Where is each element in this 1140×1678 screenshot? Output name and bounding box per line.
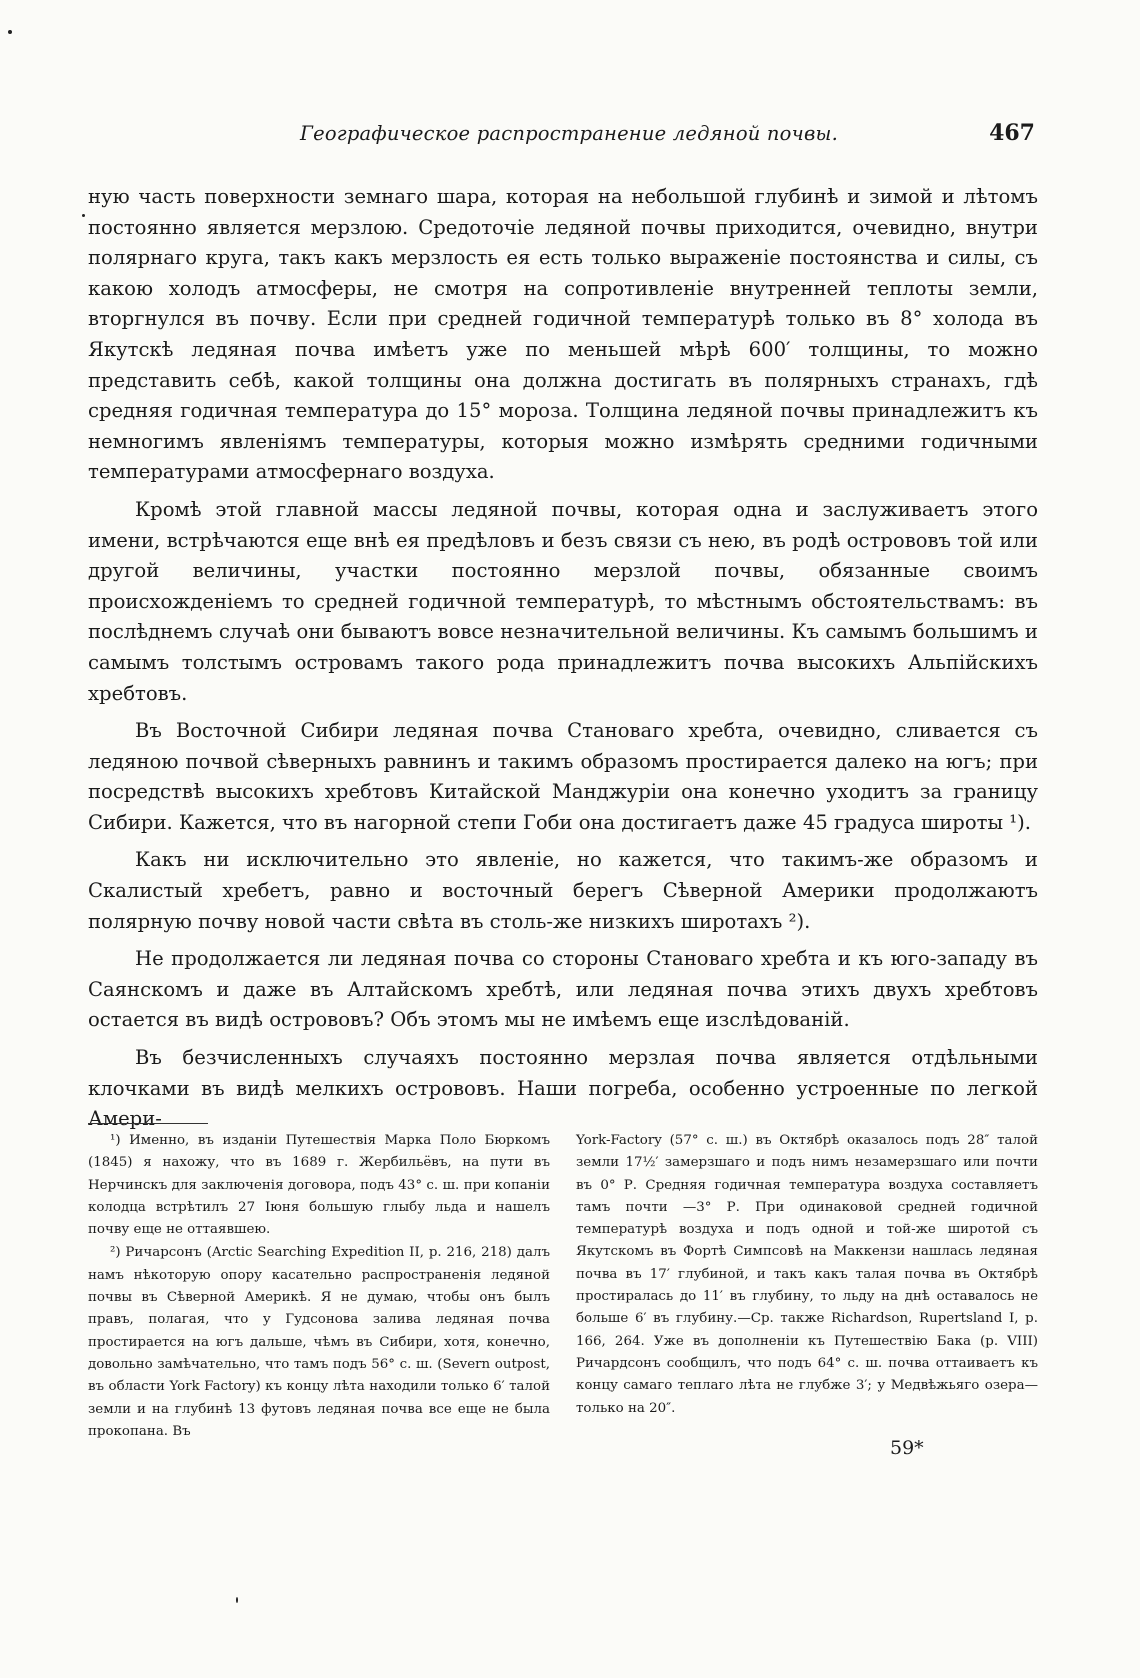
page-header <box>300 122 1035 156</box>
ink-speck <box>236 1597 238 1603</box>
footnote-2-continued: York-Factory (57° с. ш.) въ Октябрѣ оказалось подъ 28″ талой земли 17½′ замерзшаго и подъ нимъ незамерзшаго или почти въ 0° Р. Средняя годичная температура воздуха составляетъ тамъ почти —3° Р. При одинаковой средней годичной температурѣ воздуха и подъ одной и той-же широтой съ Якутскомъ въ Фортѣ Симпсовѣ на Маккензи нашлась ледяная почва въ 17′ глубиной, и такъ какъ талая почва въ Октябрѣ простиралась до 11′ въ глубину, то льду на днѣ оставалось не больше 6′ въ глубину.—Ср. также Richardson, Rupertsland I, p. 166, 264. Уже въ дополненіи къ Путешествію Бака (p. VIII) Ричардсонъ сообщилъ, что подъ 64° с. ш. почва оттаиваетъ къ концу самаго теплаго лѣта не глубже 3′; у Медвѣжьяго озера—только на 20″. <box>576 1133 1038 1416</box>
footnotes-right-column <box>576 1130 1038 1444</box>
footnote-2: ²) Ричарсонъ (Arctic Searching Expedition II, p. 216, 218) далъ намъ нѣкоторую опору касательно распространенія ледяной почвы въ Сѣверной Америкѣ. Я не думаю, чтобы онъ былъ правъ, полагая, что у Гудсонова залива ледяная почва простирается на югъ дальше, чѣмъ въ Сибири, хотя, конечно, довольно замѣчательно, что тамъ подъ 56° с. ш. (Severn outpost, въ области York Factory) къ концу лѣта находили только 6′ талой земли и на глубинѣ 13 футовъ ледяная почва все еще не была прокопана. Въ <box>88 1245 550 1439</box>
paragraph: ную часть поверхности земнаго шара, которая на небольшой глубинѣ и зимой и лѣтомъ постоянно является мерзлою. Средоточіе ледяной почвы приходится, очевидно, внутри полярнаго круга, такъ какъ мерзлость ея есть только выраженіе постоянства и силы, съ какою холодъ атмосферы, не смотря на сопротивленіе внутренней теплоты земли, вторгнулся въ почву. Если при средней годичной температурѣ только въ 8° холода въ Якутскѣ ледяная почва имѣетъ уже по меньшей мѣрѣ 600′ толщины, то можно представить себѣ, какой толщины она должна достигать въ полярныхъ странахъ, гдѣ средняя годичная температура до 15° мороза. Толщина ледяной почвы принадлежитъ къ немногимъ явленіямъ температуры, которыя можно измѣрять средними годичными температурами атмосфернаго воздуха. <box>88 185 1038 484</box>
paragraph: Кромѣ этой главной массы ледяной почвы, которая одна и заслуживаетъ этого имени, встрѣчаются еще внѣ ея предѣловъ и безъ связи съ нею, въ родѣ острововъ той или другой величины, участки постоянно мерзлой почвы, обязанные своимъ происхожденіемъ то средней годичной температурѣ, то мѣстнымъ обстоятельствамъ: въ послѣднемъ случаѣ они бываютъ вовсе незначительной величины. Къ самымъ большимъ и самымъ толстымъ островамъ такого рода принадлежитъ почва высокихъ Альпійскихъ хребтовъ. <box>88 497 1038 705</box>
paragraph: Въ безчисленныхъ случаяхъ постоянно мерзлая почва является отдѣльными клочками въ видѣ мелкихъ острововъ. Наши погреба, особенно устроенные по легкой Амери- <box>88 1046 1038 1131</box>
paragraph: Какъ ни исключительно это явленіе, но кажется, что такимъ-же образомъ и Скалистый хребетъ, равно и восточный берегъ Сѣверной Америки продолжаютъ полярную почву новой части свѣта въ столь-же низкихъ широтахъ ²). <box>88 848 1038 933</box>
footnotes-left-column <box>88 1130 550 1444</box>
page-number: 467 <box>989 120 1035 146</box>
ink-speck <box>82 214 85 217</box>
footnote-divider <box>88 1123 208 1124</box>
ink-speck <box>8 30 12 34</box>
running-title: Географическое распространение ледяной почвы. <box>300 122 838 145</box>
paragraph: Въ Восточной Сибири ледяная почва Становаго хребта, очевидно, сливается съ ледяною почвой сѣверныхъ равнинъ и такимъ образомъ простирается далеко на югъ; при посредствѣ высокихъ хребтовъ Китайской Манджуріи она конечно уходитъ за границу Сибири. Кажется, что въ нагорной степи Гоби она достигаетъ даже 45 градуса широты ¹). <box>88 719 1038 834</box>
signature-mark: 59* <box>890 1437 924 1459</box>
paragraph: Не продолжается ли ледяная почва со стороны Становаго хребта и къ юго-западу въ Саянскомъ и даже въ Алтайскомъ хребтѣ, или ледяная почва этихъ двухъ хребтовъ остается въ видѣ острововъ? Объ этомъ мы не имѣемъ еще изслѣдованій. <box>88 947 1038 1032</box>
main-text <box>88 182 1038 1142</box>
footnotes <box>88 1130 1038 1444</box>
footnote-1: ¹) Именно, въ изданіи Путешествія Марка Поло Бюркомъ (1845) я нахожу, что въ 1689 г. Жербильёвъ, на пути въ Нерчинскъ для заключенія договора, подъ 43° с. ш. при копаніи колодца встрѣтилъ 27 Іюня большую глыбу льда и нашелъ почву еще не оттаявшею. <box>88 1133 550 1238</box>
